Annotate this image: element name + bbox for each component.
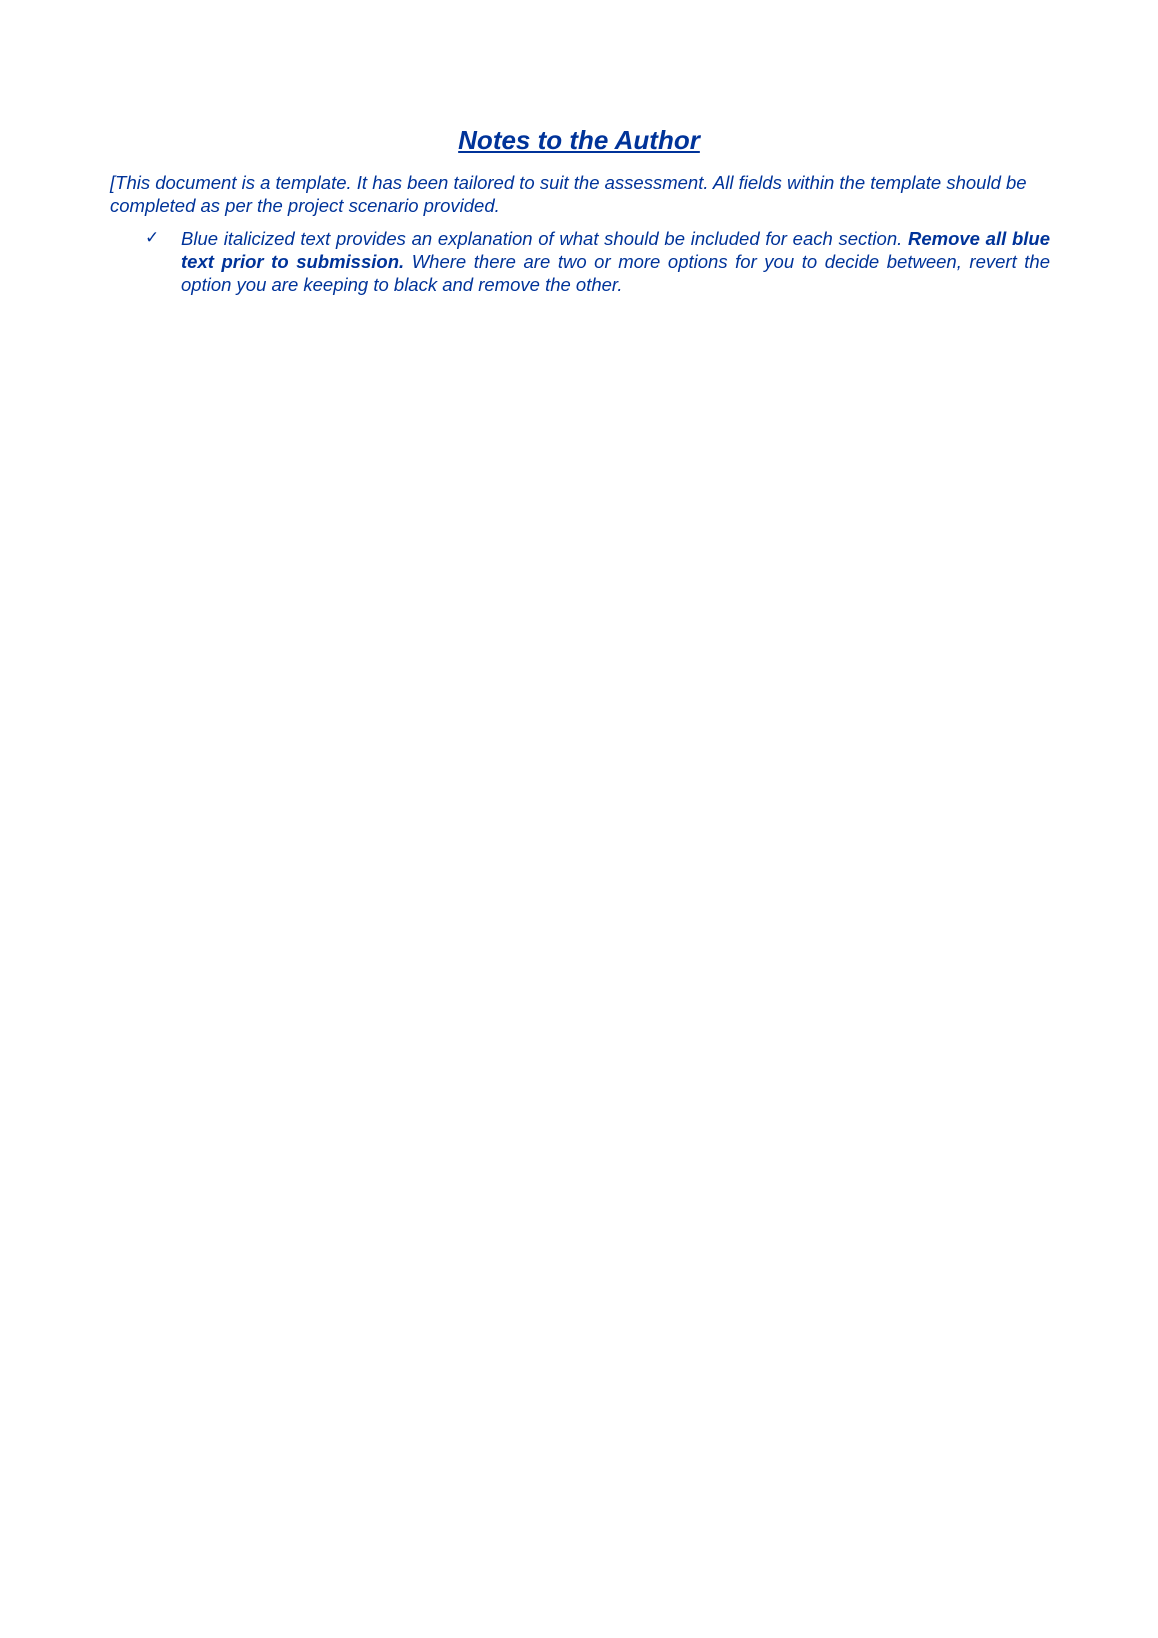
bullet-text-part1: Blue italicized text provides an explanation of what should be included for each section. (181, 228, 908, 249)
bullet-text-bold: Remove all blue text prior to submission. (181, 228, 1050, 272)
intro-paragraph: [This document is a template. It has been tailored to suit the assessment. All fields within the template should be completed as per the project scenario provided. (110, 172, 1027, 216)
list-item (145, 227, 1050, 296)
page-title: Notes to the Author (458, 125, 700, 155)
bullet-text-part2: Where there are two or more options for you to decide between, revert the option you are keeping to black and remove the other. (181, 251, 1050, 295)
bullet-text (181, 227, 1050, 296)
checkmark-icon: ✓ (145, 228, 160, 248)
